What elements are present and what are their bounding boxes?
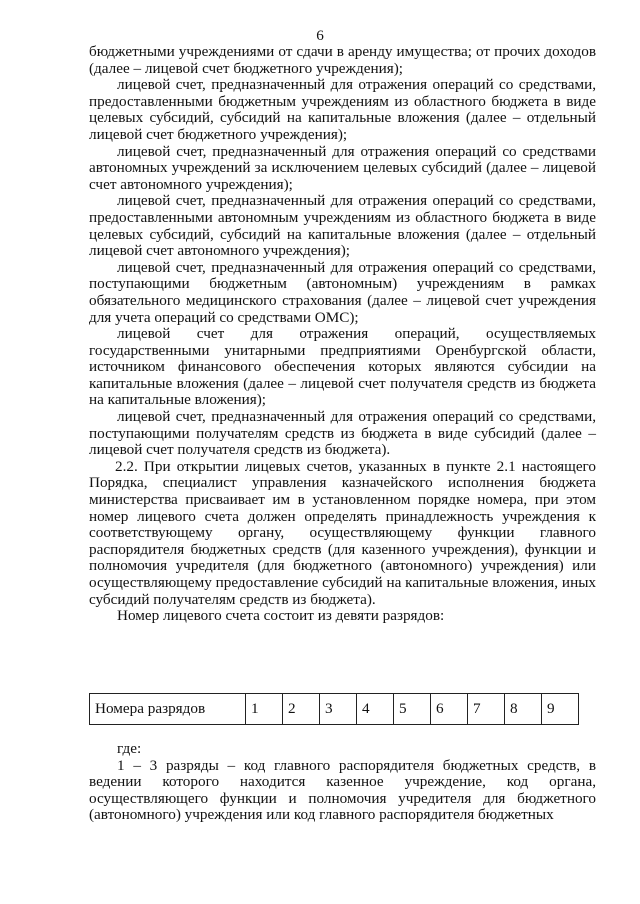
paragraph-separate-autonomous-account: лицевой счет, предназначенный для отражения операций со средствами, предоставленными автономным учреждениям из областного бюджета в виде целевых субсидий, субсидий на капитальные вложения (далее – отдельный лицевой счет автономного учреждения); [89, 192, 596, 260]
digits-table [89, 693, 579, 725]
page-number: 6 [316, 27, 324, 44]
digit-cell-3: 3 [320, 694, 357, 725]
paragraph-autonomous-account: лицевой счет, предназначенный для отражения операций со средствами автономных учреждений за исключением целевых субсидий (далее – лицевой счет автономного учреждения); [89, 142, 596, 193]
digit-cell-4: 4 [357, 694, 394, 725]
paragraph-oms-account: лицевой счет, предназначенный для отражения операций со средствами, поступающими бюджетным (автономным) учреждениям в рамках обязательного медицинского страхования (далее – лицевой счет учреждения для учета операций со средствами ОМС); [89, 258, 596, 326]
paragraph-separate-budget-account: лицевой счет, предназначенный для отражения операций со средствами, предоставленными бюджетным учреждениям из областного бюджета в виде целевых субсидий, субсидий на капитальные вложения (далее – отдельный лицевой счет бюджетного учреждения); [89, 76, 596, 143]
document-body [89, 44, 596, 625]
where-label: где: [117, 740, 142, 757]
paragraph-capital-investment-account: лицевой счет для отражения операций, осуществляемых государственными унитарными предприятиями Оренбургской области, источником финансового обеспечения которых являются субсидии на капитальные вложения (далее – лицевой счет получателя средств из бюджета на капитальные вложения); [89, 325, 596, 409]
paragraph-budget-income: бюджетными учреждениями от сдачи в аренду имущества; от прочих доходов (далее – лицевой счет бюджетного учреждения); [89, 43, 596, 77]
paragraph-subsidy-recipient-account: лицевой счет, предназначенный для отражения операций со средствами, поступающими получателям средств из бюджета в виде субсидий (далее – лицевой счет получателя средств из бюджета). [89, 408, 596, 459]
digit-cell-8: 8 [505, 694, 542, 725]
paragraph-nine-digits: Номер лицевого счета состоит из девяти разрядов: [117, 607, 445, 625]
paragraph-digits-1-3: 1 – 3 разряды – код главного распорядителя бюджетных средств, в ведении которого находится казенное учреждение, код органа, осуществляющего функции и полномочия учредителя для бюджетного (автономного) учреждения или код главного распорядителя бюджетных [89, 756, 596, 824]
digit-cell-7: 7 [468, 694, 505, 725]
digits-explanation [89, 741, 596, 824]
digit-cell-9: 9 [542, 694, 579, 725]
digit-cell-5: 5 [394, 694, 431, 725]
digit-cell-1: 1 [246, 694, 283, 725]
section-2-2: 2.2. При открытии лицевых счетов, указанных в пункте 2.1 настоящего Порядка, специалист управления казначейского исполнения бюджета министерства присваивает им в установленном порядке номера, при этом номер лицевого счета должен определять принадлежность учреждения к соответствующему органу, осуществляющему функции главного распорядителя бюджетных средств (для казенного учреждения), функции и полномочия учредителя (для бюджетного (автономного) учреждения) или осуществляющему предоставление субсидий на капитальные вложения, иных субсидий получателям средств из бюджета). [89, 457, 596, 608]
digit-cell-6: 6 [431, 694, 468, 725]
table-row [90, 694, 579, 725]
digits-table-header: Номера разрядов [90, 694, 246, 725]
digit-cell-2: 2 [283, 694, 320, 725]
